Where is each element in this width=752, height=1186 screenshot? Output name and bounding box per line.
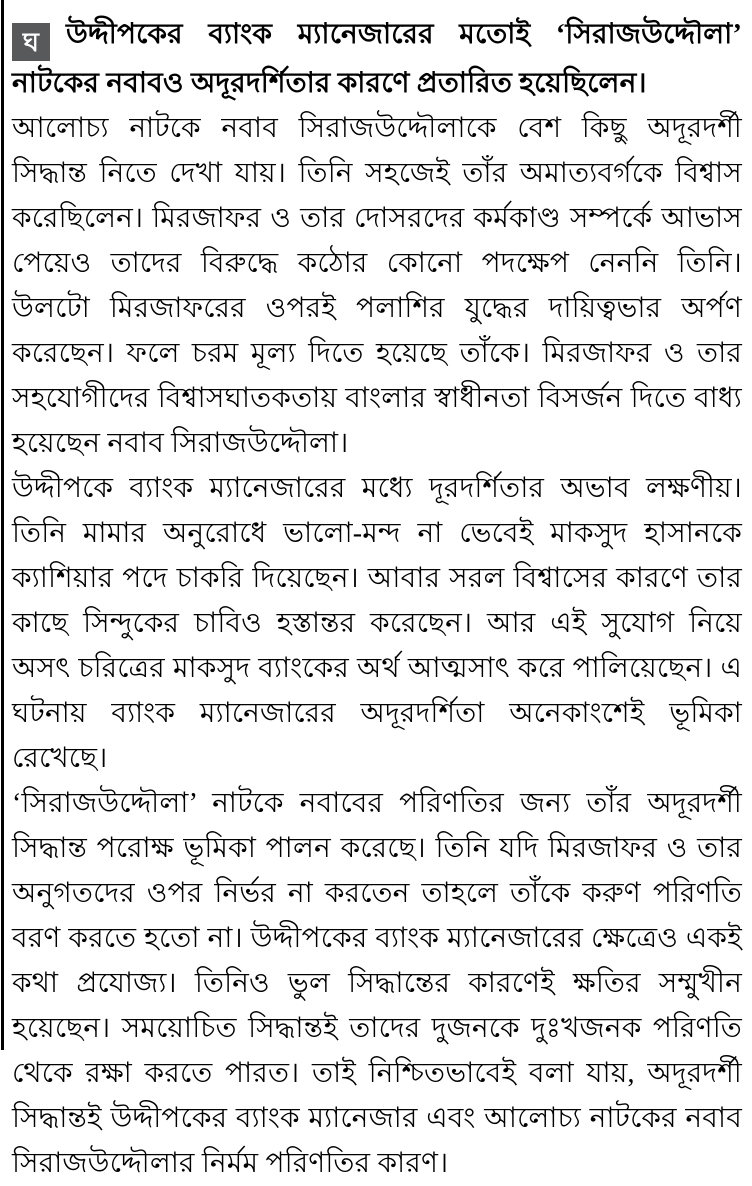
answer-heading (12, 12, 742, 106)
paragraph: ‘সিরাজউদ্দৌলা’ নাটকে নবাবের পরিণতির জন্য তাঁর অদূরদর্শী সিদ্ধান্ত পরোক্ষ ভূমিকা পালন করেছে। তিনি যদি মিরজাফর ও তার অনুগতদের ওপর নির্ভর না করতেন তাহলে তাঁকে করুণ পরিণতি বরণ করতে হতো না। উদ্দীপকের ব্যাংক ম্যানেজারের ক্ষেত্রেও একই কথা প্রযোজ্য। তিনিও ভুল সিদ্ধান্তের কারণেই ক্ষতির সম্মুখীন হয়েছেন। সময়োচিত সিদ্ধান্তই তাদের দুজনকে দুঃখজনক পরিণতি থেকে রক্ষা করতে পারত। তাই নিশ্চিতভাবেই বলা যায়, অদূরদর্শী সিদ্ধান্তই উদ্দীপকের ব্যাংক ম্যানেজার এবং আলোচ্য নাটকের নবাব সিরাজউদ্দৌলার নির্মম পরিণতির কারণ। (12, 788, 742, 1179)
question-part-badge: ঘ (12, 23, 50, 61)
answer-heading-text: উদ্দীপকের ব্যাংক ম্যানেজারের মতোই ‘সিরাজউদ্দৌলা’ নাটকের নবাবও অদূরদর্শিতার কারণে প্রতারিত হয়েছিলেন। (12, 19, 742, 99)
paragraph: উদ্দীপকে ব্যাংক ম্যানেজারের মধ্যে দূরদর্শিতার অভাব লক্ষণীয়। তিনি মামার অনুরোধে ভালো-মন্দ না ভেবেই মাকসুদ হাসানকে ক্যাশিয়ার পদে চাকরি দিয়েছেন। আবার সরল বিশ্বাসের কারণে তার কাছে সিন্দুকের চাবিও হস্তান্তর করেছেন। আর এই সুযোগ নিয়ে অসৎ চরিত্রের মাকসুদ ব্যাংকের অর্থ আত্মসাৎ করে পালিয়েছেন। এ ঘটনায় ব্যাংক ম্যানেজারের অদূরদর্শিতা অনেকাংশেই ভূমিকা রেখেছে। (12, 473, 742, 774)
paragraph: আলোচ্য নাটকে নবাব সিরাজউদ্দৌলাকে বেশ কিছু অদূরদর্শী সিদ্ধান্ত নিতে দেখা যায়। তিনি সহজেই তাঁর অমাত্যবর্গকে বিশ্বাস করেছিলেন। মিরজাফর ও তার দোসরদের কর্মকাণ্ড সম্পর্কে আভাস পেয়েও তাদের বিরুদ্ধে কঠোর কোনো পদক্ষেপ নেননি তিনি। উলটো মিরজাফরের ওপরই পলাশির যুদ্ধের দায়িত্বভার অর্পণ করেছেন। ফলে চরম মূল্য দিতে হয়েছে তাঁকে। মিরজাফর ও তার সহযোগীদের বিশ্বাসঘাতকতায় বাংলার স্বাধীনতা বিসর্জন দিতে বাধ্য হয়েছেন নবাব সিরাজউদ্দৌলা। (12, 113, 742, 459)
answer-content (12, 12, 742, 1186)
left-border-rule (1, 0, 4, 1050)
